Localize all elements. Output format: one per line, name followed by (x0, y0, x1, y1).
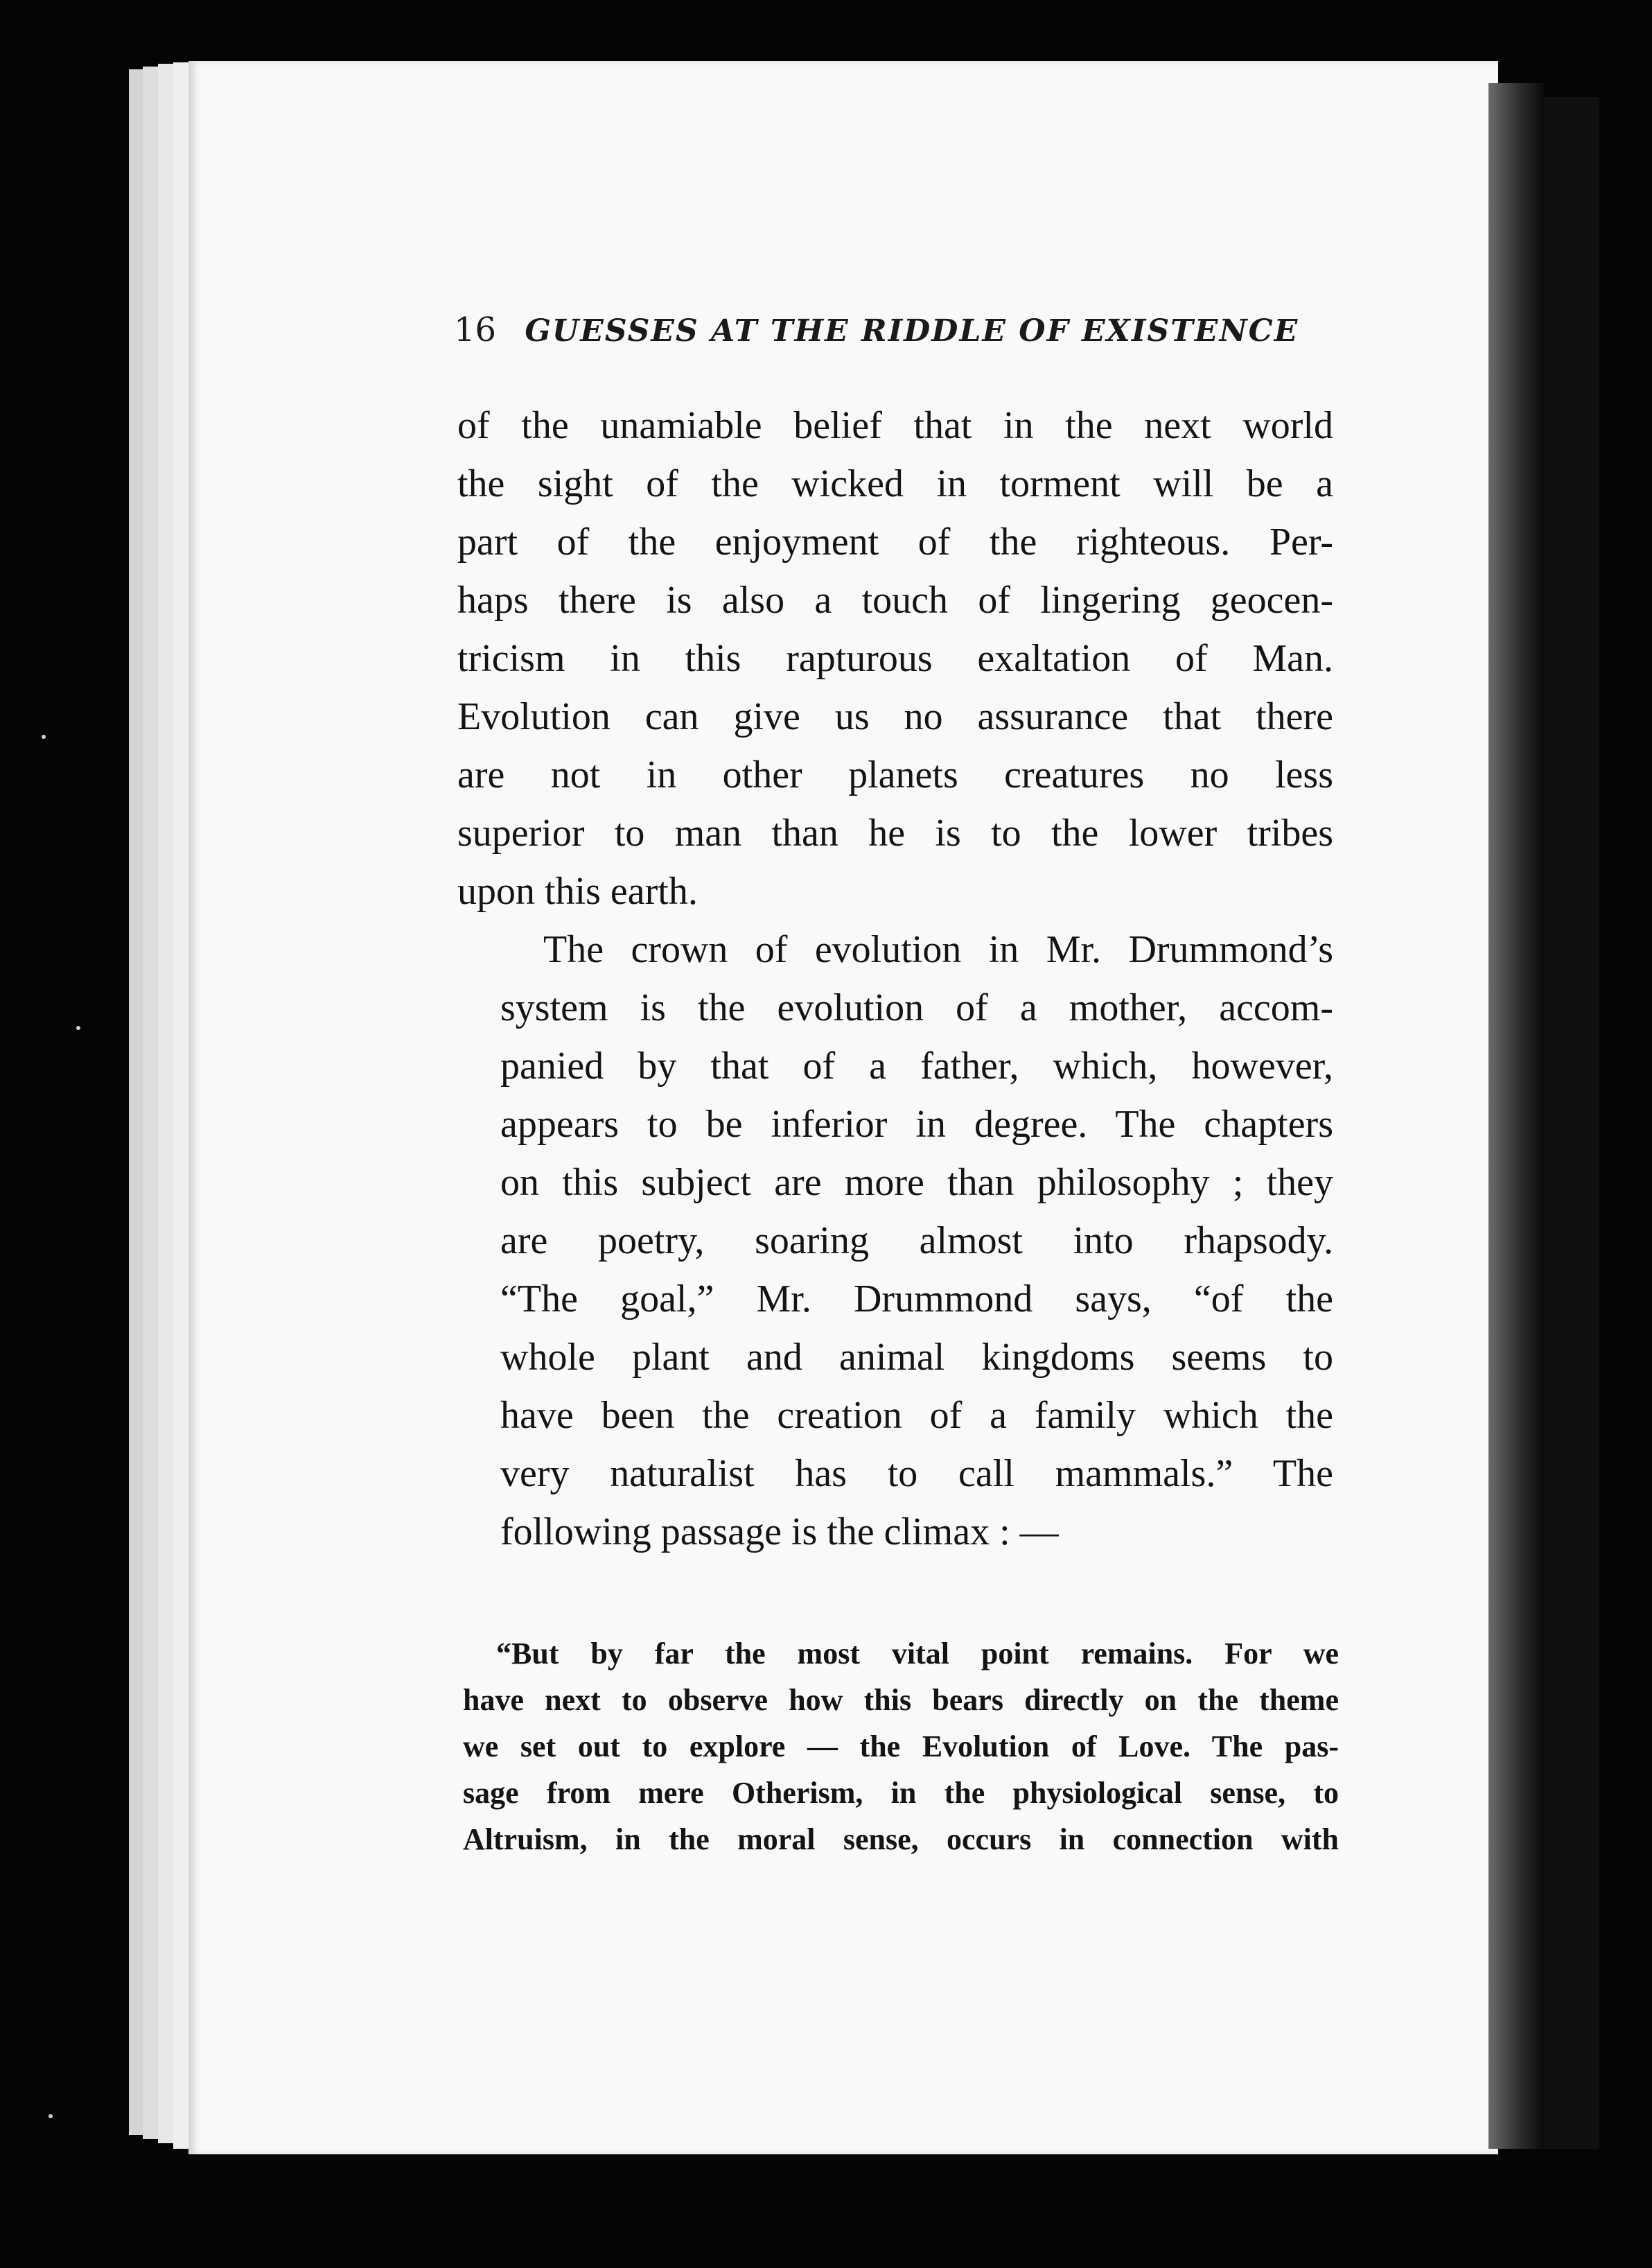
quote-line: sage from mere Otherism, in the physiological sense, to (463, 1776, 1339, 1810)
quote-line: we set out to explore — the Evolution of Love. The pas- (463, 1729, 1339, 1763)
quote-line: Altruism, in the moral sense, occurs in connection with (463, 1822, 1339, 1856)
text-line: The crown of evolution in Mr. Drummond’s (543, 928, 1333, 971)
text-line: part of the enjoyment of the righteous. Per- (457, 521, 1333, 564)
text-line: have been the creation of a family which the (500, 1394, 1333, 1437)
scan-speck (49, 2114, 53, 2118)
quote-line: have next to observe how this bears directly on the theme (463, 1683, 1339, 1717)
text-line: the sight of the wicked in torment will be a (457, 462, 1333, 505)
text-line: following passage is the climax : — (500, 1510, 1059, 1553)
text-line: panied by that of a father, which, however, (500, 1045, 1333, 1088)
text-line: are poetry, soaring almost into rhapsody. (500, 1219, 1333, 1262)
text-line: whole plant and animal kingdoms seems to (500, 1336, 1333, 1379)
text-line: superior to man than he is to the lower tribes (457, 812, 1333, 855)
text-line: Evolution can give us no assurance that there (457, 695, 1333, 738)
quote-line: “But by far the most vital point remains. For we (496, 1637, 1339, 1671)
text-line: tricism in this rapturous exaltation of Man. (457, 637, 1333, 680)
text-line: appears to be inferior in degree. The chapters (500, 1103, 1333, 1146)
text-line: haps there is also a touch of lingering geocen- (457, 579, 1333, 622)
block-quote (463, 1630, 1339, 1863)
text-line: “The goal,” Mr. Drummond says, “of the (500, 1277, 1333, 1320)
text-line: of the unamiable belief that in the next world (457, 404, 1333, 447)
body-text (457, 396, 1333, 1561)
text-line: on this subject are more than philosophy ; they (500, 1161, 1333, 1204)
running-title: GUESSES AT THE RIDDLE OF EXISTENCE (525, 313, 1299, 349)
scan-speck (42, 735, 46, 739)
page-number: 16 (454, 311, 497, 349)
text-line: system is the evolution of a mother, accom- (500, 986, 1333, 1029)
facing-page-edge (1544, 97, 1599, 2149)
paragraph-1 (457, 396, 1333, 921)
facing-page-shadow (1488, 83, 1544, 2149)
running-head (454, 311, 1299, 349)
text-line: are not in other planets creatures no less (457, 753, 1333, 796)
paragraph-2 (457, 921, 1333, 1561)
text-line: upon this earth. (457, 870, 698, 913)
text-line: very naturalist has to call mammals.” The (500, 1452, 1333, 1495)
scan-speck (76, 1026, 80, 1030)
